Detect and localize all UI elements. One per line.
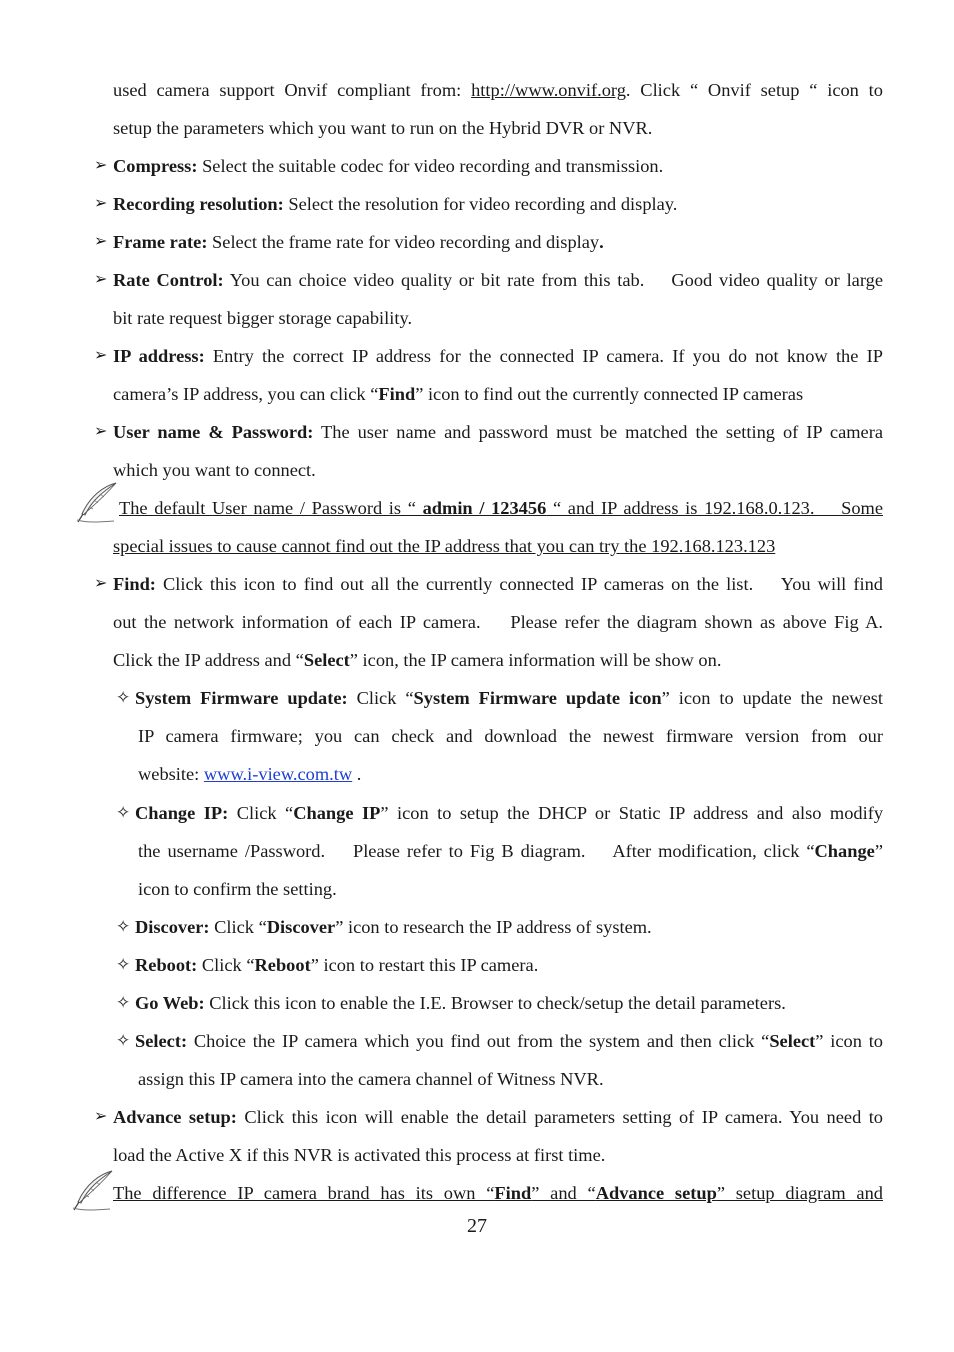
frame-rate-item bbox=[113, 223, 883, 261]
discover-text: Click “ bbox=[209, 917, 267, 937]
rate-control-desc: You can choice video quality or bit rate from this tab. Good video quality or large bbox=[223, 270, 883, 290]
advance-setup-line-1 bbox=[113, 1098, 883, 1136]
note2-text-mid: ” and “ bbox=[531, 1183, 596, 1203]
diamond-bullet-icon: ✧ bbox=[116, 993, 131, 1012]
diamond-bullet-icon: ✧ bbox=[116, 803, 131, 822]
ip-address-line-2 bbox=[113, 375, 883, 413]
diamond-bullet-icon: ✧ bbox=[116, 688, 131, 707]
rate-control-line-1 bbox=[113, 261, 883, 299]
select-keyword: Select bbox=[303, 650, 350, 670]
advance-setup-line-2: load the Active X if this NVR is activated this process at first time. bbox=[113, 1145, 606, 1165]
firmware-line-3 bbox=[138, 755, 883, 793]
select-term: Select: bbox=[135, 1031, 188, 1051]
arrow-bullet-icon: ➢ bbox=[94, 575, 108, 592]
discover-text-cont: ” icon to research the IP address of system. bbox=[335, 917, 652, 937]
find-term: Find: bbox=[113, 574, 156, 594]
find-line-2: out the network information of each IP camera. Please refer the diagram shown as above Fig A. bbox=[113, 612, 883, 632]
note1-line-2: special issues to cause cannot find out the IP address that you can try the 192.168.123.123 bbox=[113, 536, 776, 556]
find-keyword: Find bbox=[378, 384, 416, 404]
note2-line-1 bbox=[113, 1174, 883, 1212]
intro-line-2: setup the parameters which you want to run on the Hybrid DVR or NVR. bbox=[113, 118, 653, 138]
arrow-bullet-icon: ➢ bbox=[94, 271, 108, 288]
ip-address-desc: Entry the correct IP address for the connected IP camera. If you do not know the IP bbox=[204, 346, 883, 366]
change-keyword: Change bbox=[814, 841, 875, 861]
diamond-bullet-icon: ✧ bbox=[116, 917, 131, 936]
advance-setup-desc: Click this icon will enable the detail parameters setting of IP camera. You need to bbox=[236, 1107, 883, 1127]
recording-resolution-item bbox=[113, 185, 883, 223]
rate-control-term: Rate Control: bbox=[113, 270, 224, 290]
select-line-2: assign this IP camera into the camera channel of Witness NVR. bbox=[138, 1069, 604, 1089]
firmware-line-1 bbox=[135, 679, 883, 717]
intro-text-cont: . Click “ Onvif setup “ icon to bbox=[625, 80, 883, 100]
intro-text: used camera support Onvif compliant from: bbox=[113, 80, 462, 100]
arrow-bullet-icon: ➢ bbox=[94, 157, 108, 174]
frame-rate-period: . bbox=[599, 232, 604, 252]
change-ip-text-cont: ” icon to setup the DHCP or Static IP address and also modify bbox=[380, 803, 884, 823]
frame-rate-term: Frame rate: bbox=[113, 232, 208, 252]
ip-address-line-1 bbox=[113, 337, 883, 375]
reboot-text-cont: ” icon to restart this IP camera. bbox=[310, 955, 539, 975]
firmware-line-2: IP camera firmware; you can check and download the newest firmware version from our bbox=[138, 726, 883, 746]
go-web-desc: Click this icon to enable the I.E. Browser to check/setup the detail parameters. bbox=[204, 993, 786, 1013]
diamond-bullet-icon: ✧ bbox=[116, 955, 131, 974]
change-ip-line-3: icon to confirm the setting. bbox=[138, 879, 337, 899]
user-password-term: User name & Password: bbox=[113, 422, 314, 442]
note2-advance-keyword: Advance setup bbox=[595, 1183, 717, 1203]
discover-item bbox=[135, 908, 883, 946]
iview-website-link[interactable]: www.i-view.com.tw bbox=[203, 764, 353, 784]
arrow-bullet-icon: ➢ bbox=[94, 1108, 108, 1125]
arrow-bullet-icon: ➢ bbox=[94, 195, 108, 212]
change-ip-text-2: the username /Password. Please refer to Fig B diagram. After modification, click “ bbox=[138, 841, 815, 861]
default-credentials: admin / 123456 bbox=[422, 498, 547, 518]
firmware-text: Click “ bbox=[347, 688, 414, 708]
ip-address-text: camera’s IP address, you can click “ bbox=[113, 384, 379, 404]
intro-line-1 bbox=[113, 71, 883, 109]
advance-setup-term: Advance setup: bbox=[113, 1107, 237, 1127]
change-ip-keyword: Change IP bbox=[293, 803, 381, 823]
compress-item bbox=[113, 147, 883, 185]
website-label: website: bbox=[138, 764, 204, 784]
reboot-keyword: Reboot bbox=[254, 955, 311, 975]
frame-rate-desc: Select the frame rate for video recording and display bbox=[207, 232, 600, 252]
change-ip-line-1 bbox=[135, 794, 883, 832]
firmware-period: . bbox=[352, 764, 362, 784]
find-text-cont: ” icon, the IP camera information will be show on. bbox=[349, 650, 722, 670]
change-ip-line-2 bbox=[138, 832, 883, 870]
ip-address-term: IP address: bbox=[113, 346, 205, 366]
arrow-bullet-icon: ➢ bbox=[94, 233, 108, 250]
user-password-line-2: which you want to connect. bbox=[113, 460, 316, 480]
select-line-1 bbox=[135, 1022, 883, 1060]
select-keyword-2: Select bbox=[769, 1031, 816, 1051]
page-number: 27 bbox=[467, 1215, 487, 1237]
note2-find-keyword: Find bbox=[494, 1183, 532, 1203]
rate-control-line-2: bit rate request bigger storage capability. bbox=[113, 308, 413, 328]
user-password-line-1 bbox=[113, 413, 883, 451]
onvif-link[interactable]: http://www.onvif.org bbox=[471, 80, 626, 100]
find-line-1 bbox=[113, 565, 883, 603]
reboot-term: Reboot: bbox=[135, 955, 198, 975]
find-line-3 bbox=[113, 641, 883, 679]
note1-text: The default User name / Password is “ bbox=[119, 498, 423, 518]
discover-term: Discover: bbox=[135, 917, 210, 937]
change-ip-term: Change IP: bbox=[135, 803, 229, 823]
user-password-desc: The user name and password must be matched the setting of IP camera bbox=[313, 422, 883, 442]
go-web-item bbox=[135, 984, 883, 1022]
note1-line-1 bbox=[119, 489, 883, 527]
go-web-term: Go Web: bbox=[135, 993, 205, 1013]
note2-text: The difference IP camera brand has its own “ bbox=[113, 1183, 495, 1203]
find-desc: Click this icon to find out all the currently connected IP cameras on the list. You will find bbox=[155, 574, 883, 594]
recording-resolution-desc: Select the resolution for video recording and display. bbox=[283, 194, 678, 214]
change-ip-text: Click “ bbox=[228, 803, 294, 823]
note2-text-end: ” setup diagram and bbox=[716, 1183, 883, 1203]
arrow-bullet-icon: ➢ bbox=[94, 347, 108, 364]
select-text-cont: ” icon to bbox=[815, 1031, 883, 1051]
ip-address-text-cont: ” icon to find out the currently connected IP cameras bbox=[415, 384, 804, 404]
discover-keyword: Discover bbox=[266, 917, 336, 937]
compress-term: Compress: bbox=[113, 156, 198, 176]
firmware-keyword: System Firmware update icon bbox=[413, 688, 662, 708]
find-text: Click the IP address and “ bbox=[113, 650, 304, 670]
reboot-text: Click “ bbox=[197, 955, 255, 975]
select-text: Choice the IP camera which you find out from the system and then click “ bbox=[187, 1031, 770, 1051]
feather-note-icon bbox=[70, 1168, 116, 1214]
feather-note-icon bbox=[74, 480, 120, 526]
firmware-text-cont: ” icon to update the newest bbox=[661, 688, 883, 708]
change-ip-quote: ” bbox=[874, 841, 883, 861]
arrow-bullet-icon: ➢ bbox=[94, 423, 108, 440]
compress-desc: Select the suitable codec for video recording and transmission. bbox=[197, 156, 664, 176]
reboot-item bbox=[135, 946, 883, 984]
diamond-bullet-icon: ✧ bbox=[116, 1031, 131, 1050]
firmware-term: System Firmware update: bbox=[135, 688, 348, 708]
recording-resolution-term: Recording resolution: bbox=[113, 194, 284, 214]
note1-text-cont: “ and IP address is 192.168.0.123. Some bbox=[546, 498, 883, 518]
